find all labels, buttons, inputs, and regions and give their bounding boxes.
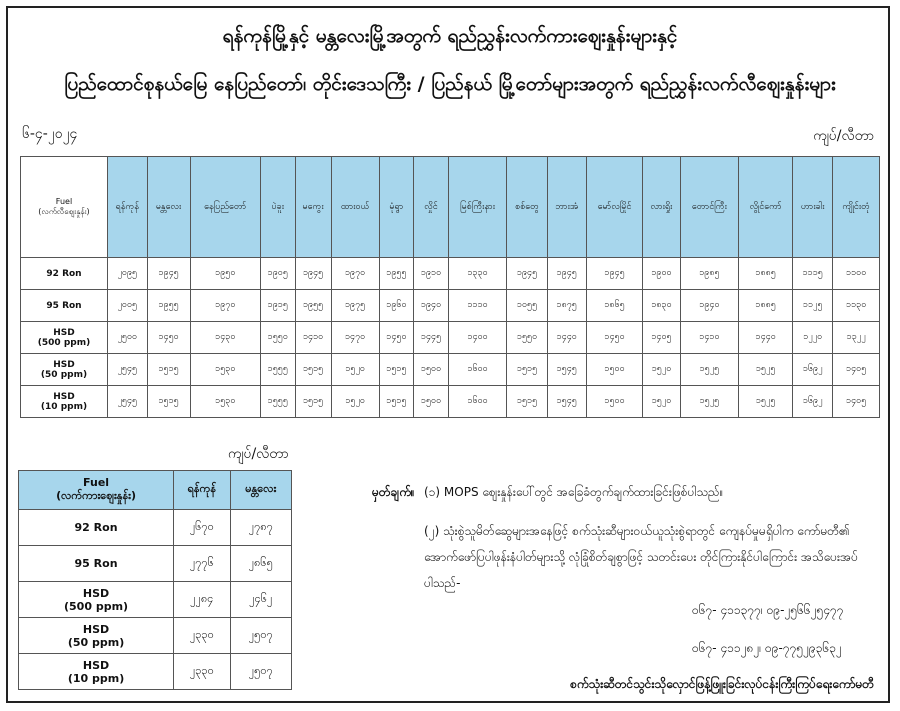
table-row bbox=[19, 510, 292, 546]
city-header: နေပြည်တော် bbox=[190, 157, 260, 258]
price-cell: ၁၅၃၀ bbox=[190, 354, 260, 386]
price-cell: ၂၇၈၇ bbox=[230, 510, 291, 546]
notes-label: မှတ်ချက်။ bbox=[372, 485, 415, 499]
fuel-type-cell bbox=[19, 582, 174, 618]
city-header: မန္တလေး bbox=[147, 157, 190, 258]
fuel-label-line: 95 Ron bbox=[74, 557, 118, 570]
table-row bbox=[21, 354, 880, 386]
price-cell: ၁၉၀၀ bbox=[643, 258, 680, 290]
fuel-label-line: (500 ppm) bbox=[64, 599, 129, 613]
fuel-header bbox=[19, 471, 174, 510]
price-cell: ၁၁၂၅ bbox=[793, 290, 833, 322]
city-header: မန္တလေး bbox=[230, 471, 291, 510]
retail-price-table bbox=[20, 156, 880, 418]
price-cell: ၁၅၅၀ bbox=[260, 322, 295, 354]
price-cell: ၁၁၃၀ bbox=[833, 290, 880, 322]
title-line-2: ပြည်ထောင်စုနယ်မြေ နေပြည်တော်၊ တိုင်းဒေသကြီး / ပြည်နယ် မြို့တော်များအတွက် ရည်ညွှန်းလက်လီဈေးနှုန်းများ bbox=[64, 73, 836, 95]
city-header: မြစ်ကြီးနား bbox=[448, 157, 507, 258]
fuel-label-line: HSD bbox=[53, 327, 75, 338]
price-cell: ၁၅၁၅ bbox=[379, 354, 414, 386]
price-cell: ၁၅၂၅ bbox=[680, 354, 739, 386]
price-cell: ၁၉၅၅ bbox=[147, 290, 190, 322]
price-cell: ၁၅၅၀ bbox=[507, 322, 547, 354]
price-cell: ၁၅၂၅ bbox=[739, 354, 793, 386]
fuel-label-line: HSD bbox=[53, 391, 75, 402]
price-cell: ၁၈၈၅ bbox=[739, 258, 793, 290]
table-row bbox=[21, 386, 880, 418]
price-cell: ၂၇၇၆ bbox=[174, 546, 230, 582]
city-header: လွိုင်ကော် bbox=[739, 157, 793, 258]
price-cell: ၁၅၁၅ bbox=[147, 354, 190, 386]
date: ၆-၄-၂၀၂၄ bbox=[22, 126, 78, 142]
table-row bbox=[21, 322, 880, 354]
fuel-label-line: (လက်ကားဈေးနှုန်း) bbox=[56, 488, 136, 502]
price-cell: ၁၆၉၂ bbox=[793, 354, 833, 386]
price-cell: ၁၄၇၀ bbox=[331, 322, 379, 354]
price-cell: ၁၉၄၅ bbox=[586, 258, 643, 290]
price-cell: ၁၉၅၀ bbox=[190, 258, 260, 290]
price-cell: ၁၅၄၅ bbox=[547, 354, 586, 386]
price-cell: ၁၅၂၀ bbox=[643, 386, 680, 418]
price-cell: ၁၄၄၅ bbox=[414, 322, 449, 354]
fuel-label-line: (500 ppm) bbox=[37, 337, 91, 348]
fuel-type-cell bbox=[19, 510, 174, 546]
fuel-type-cell bbox=[21, 290, 108, 322]
city-header: လှိုင် bbox=[414, 157, 449, 258]
fuel-label-line: Fuel bbox=[55, 196, 73, 206]
fuel-type-cell bbox=[21, 258, 108, 290]
price-cell: ၂၆၇၀ bbox=[174, 510, 230, 546]
table-row bbox=[19, 546, 292, 582]
fuel-label-line: (10 ppm) bbox=[40, 401, 88, 412]
fuel-type-cell bbox=[21, 354, 108, 386]
price-cell: ၁၆၉၂ bbox=[793, 386, 833, 418]
price-cell: ၁၅၅၅ bbox=[260, 354, 295, 386]
price-cell: ၂၈၆၅ bbox=[230, 546, 291, 582]
price-cell: ၁၄၀၅ bbox=[833, 386, 880, 418]
price-cell: ၁၉၅၅ bbox=[295, 290, 331, 322]
price-cell: ၂၅၀၇ bbox=[230, 618, 291, 654]
fuel-type-cell bbox=[21, 322, 108, 354]
fuel-label-line: HSD bbox=[82, 658, 110, 672]
price-cell: ၁၂၂၀ bbox=[793, 322, 833, 354]
price-cell: ၁၄၀၅ bbox=[643, 322, 680, 354]
fuel-type-cell bbox=[19, 546, 174, 582]
price-cell: ၁၉၇၀ bbox=[331, 258, 379, 290]
phone-line-2: ၀၆၇- ၄၁၁၂၈၂၊ ၀၉-၇၇၅၂၉၃၆၃၂ bbox=[692, 641, 842, 655]
table-row bbox=[21, 290, 880, 322]
price-cell: ၁၁၁၅ bbox=[793, 258, 833, 290]
price-cell: ၁၉၇၅ bbox=[331, 290, 379, 322]
price-cell: ၁၁၀၀ bbox=[833, 258, 880, 290]
fuel-label-line: (လက်လီဈေးနှုန်း) bbox=[38, 206, 90, 216]
price-cell: ၁၅၁၅ bbox=[295, 386, 331, 418]
price-cell: ၁၉၄၅ bbox=[507, 258, 547, 290]
price-cell: ၁၅၅၅ bbox=[260, 386, 295, 418]
price-cell: ၁၉၇၀ bbox=[190, 290, 260, 322]
price-cell: ၂၅၄၅ bbox=[108, 386, 148, 418]
fuel-type-cell bbox=[19, 654, 174, 690]
price-cell: ၁၅၄၅ bbox=[547, 386, 586, 418]
fuel-label-line: HSD bbox=[53, 359, 75, 370]
city-header: မကွေး bbox=[295, 157, 331, 258]
price-cell: ၁၉၄၅ bbox=[147, 258, 190, 290]
price-cell: ၁၅၁၅ bbox=[147, 386, 190, 418]
price-cell: ၁၄၀၀ bbox=[448, 322, 507, 354]
price-cell: ၁၈၈၅ bbox=[739, 290, 793, 322]
price-cell: ၁၃၂၂ bbox=[833, 322, 880, 354]
city-header: ရန်ကုန် bbox=[174, 471, 230, 510]
city-header: တောင်ကြီး bbox=[680, 157, 739, 258]
price-cell: ၁၅၀၀ bbox=[586, 354, 643, 386]
city-header: ဟားခါး bbox=[793, 157, 833, 258]
price-cell: ၁၅၁၅ bbox=[295, 354, 331, 386]
price-cell: ၁၆၀၀ bbox=[448, 354, 507, 386]
price-cell: ၁၅၂၀ bbox=[643, 354, 680, 386]
city-header: မုံရွာ bbox=[379, 157, 414, 258]
price-cell: ၁၈၆၅ bbox=[586, 290, 643, 322]
fuel-type-cell bbox=[19, 618, 174, 654]
price-cell: ၂၀၉၅ bbox=[108, 258, 148, 290]
price-cell: ၁၅၁၅ bbox=[379, 386, 414, 418]
city-header: စစ်တွေ bbox=[507, 157, 547, 258]
price-cell: ၁၄၁၀ bbox=[680, 322, 739, 354]
note-2: (၂) သုံးစွဲသူမိတ်ဆွေများအနေဖြင့် စက်သုံးဆီများဝယ်ယူသုံးစွဲရာတွင် ကျေနပ်မှုမရှိပါက ကော်မတီ၏ အောက်ဖော်ပြပါဖုန်းနံပါတ်များသို့ လုံခြုံစိတ်ချစွာဖြင့် သတင်းပေး တိုင်ကြားနိုင်ပါကြောင်း အသိပေးအပ်ပါသည်- bbox=[424, 524, 858, 590]
price-cell: ၁၄၄၀ bbox=[739, 322, 793, 354]
fuel-label-line: (10 ppm) bbox=[67, 671, 125, 685]
price-cell: ၁၉၅၅ bbox=[379, 258, 414, 290]
price-cell: ၁၉၈၅ bbox=[680, 258, 739, 290]
fuel-label-line: 95 Ron bbox=[46, 300, 82, 311]
price-cell: ၁၉၄၀ bbox=[414, 290, 449, 322]
price-cell: ၂၅၄၅ bbox=[108, 354, 148, 386]
table-row bbox=[19, 618, 292, 654]
fuel-header bbox=[21, 157, 108, 258]
price-cell: ၁၉၄၅ bbox=[295, 258, 331, 290]
city-header: မော်လမြိုင် bbox=[586, 157, 643, 258]
price-cell: ၁၉၄၅ bbox=[547, 258, 586, 290]
price-cell: ၁၉၆၀ bbox=[379, 290, 414, 322]
table-row bbox=[21, 258, 880, 290]
price-cell: ၁၁၁၀ bbox=[448, 290, 507, 322]
price-cell: ၁၅၁၅ bbox=[507, 386, 547, 418]
price-cell: ၁၅၀၀ bbox=[414, 354, 449, 386]
price-cell: ၁၈၇၅ bbox=[547, 290, 586, 322]
price-cell: ၁၄၃၀ bbox=[190, 322, 260, 354]
price-cell: ၁၅၀၀ bbox=[414, 386, 449, 418]
price-cell: ၁၄၅၀ bbox=[586, 322, 643, 354]
price-cell: ၂၀၀၅ bbox=[108, 290, 148, 322]
city-header: လားရှိုး bbox=[643, 157, 680, 258]
price-cell: ၂၂၈၄ bbox=[174, 582, 230, 618]
price-cell: ၁၅၁၅ bbox=[507, 354, 547, 386]
price-cell: ၁၅၂၀ bbox=[331, 354, 379, 386]
price-cell: ၁၉၁၀ bbox=[414, 258, 449, 290]
price-cell: ၁၅၂၅ bbox=[680, 386, 739, 418]
fuel-label-line: Fuel bbox=[83, 475, 110, 489]
price-cell: ၁၉၁၅ bbox=[260, 290, 295, 322]
wholesale-price-table bbox=[18, 470, 292, 690]
fuel-label-line: (50 ppm) bbox=[40, 369, 88, 380]
price-cell: ၂၅၀၇ bbox=[230, 654, 291, 690]
price-cell: ၁၅၂၀ bbox=[331, 386, 379, 418]
note-1: (၁) MOPS ဈေးနှုန်းပေါ်တွင် အခြေခံတွက်ချက်ထားခြင်းဖြစ်ပါသည်။ bbox=[424, 485, 724, 499]
price-cell: ၁၄၁၀ bbox=[295, 322, 331, 354]
city-header: ဘားအံ bbox=[547, 157, 586, 258]
price-cell: ၁၄၄၀ bbox=[547, 322, 586, 354]
price-cell: ၁၃၃၀ bbox=[448, 258, 507, 290]
city-header: ပဲခူး bbox=[260, 157, 295, 258]
price-cell: ၁၀၅၅ bbox=[507, 290, 547, 322]
fuel-label-line: HSD bbox=[82, 586, 110, 600]
price-cell: ၁၄၅၀ bbox=[379, 322, 414, 354]
city-header: ကျိုင်းတုံ bbox=[833, 157, 880, 258]
price-cell: ၁၅၂၅ bbox=[739, 386, 793, 418]
fuel-type-cell bbox=[21, 386, 108, 418]
table-row bbox=[19, 654, 292, 690]
price-cell: ၂၄၆၂ bbox=[230, 582, 291, 618]
title-line-1: ရန်ကုန်မြို့နှင့် မန္တလေးမြို့အတွက် ရည်ညွှန်းလက်ကားဈေးနှုန်းများနှင့် bbox=[222, 25, 678, 47]
table-row bbox=[19, 582, 292, 618]
price-cell: ၂၃၃၀ bbox=[174, 654, 230, 690]
committee-signature: စက်သုံးဆီတင်သွင်းသိုလှောင်ဖြန့်ဖြူးခြင်းလုပ်ငန်းကြီးကြပ်ရေးကော်မတီ bbox=[570, 677, 874, 691]
fuel-label-line: HSD bbox=[82, 622, 110, 636]
price-cell: ၁၅၃၀ bbox=[190, 386, 260, 418]
unit-label-wholesale: ကျပ်/လီတာ bbox=[228, 446, 289, 462]
price-cell: ၂၃၃၀ bbox=[174, 618, 230, 654]
city-header: ထားဝယ် bbox=[331, 157, 379, 258]
price-cell: ၂၅၀၀ bbox=[108, 322, 148, 354]
price-cell: ၁၄၅၀ bbox=[147, 322, 190, 354]
phone-line-1: ၀၆၇- ၄၁၁၃၇၇၊ ၀၉-၂၅၆၆၂၅၄၇၇ bbox=[692, 603, 844, 617]
fuel-label-line: 92 Ron bbox=[74, 521, 118, 534]
price-cell: ၁၅၀၀ bbox=[586, 386, 643, 418]
unit-label: ကျပ်/လီတာ bbox=[813, 128, 874, 144]
city-header: ရန်ကုန် bbox=[108, 157, 148, 258]
price-cell: ၁၆၀၀ bbox=[448, 386, 507, 418]
fuel-label-line: (50 ppm) bbox=[67, 635, 125, 649]
fuel-label-line: 92 Ron bbox=[46, 268, 82, 279]
price-cell: ၁၄၀၅ bbox=[833, 354, 880, 386]
price-cell: ၁၉၀၅ bbox=[260, 258, 295, 290]
price-cell: ၁၈၃၀ bbox=[643, 290, 680, 322]
price-cell: ၁၉၄၀ bbox=[680, 290, 739, 322]
